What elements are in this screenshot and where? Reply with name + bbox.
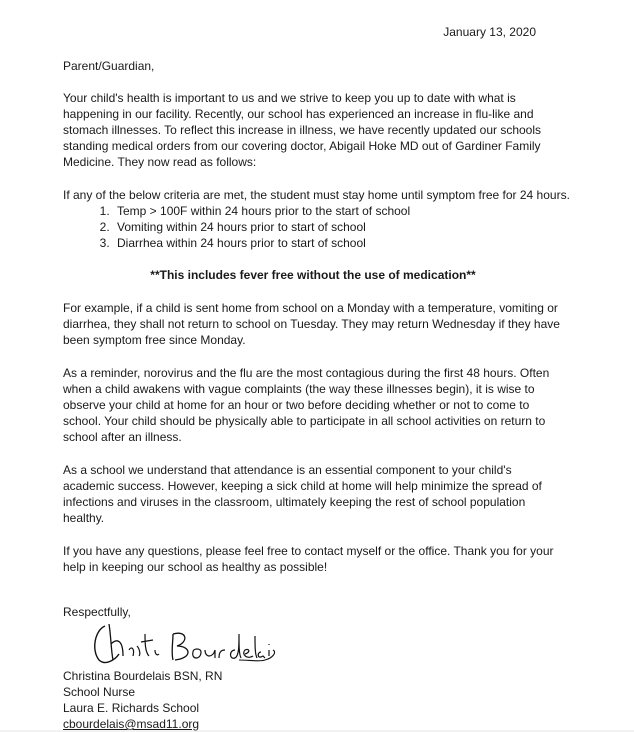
handwritten-signature (63, 620, 563, 668)
signer-email-link[interactable]: cbourdelais@msad11.org (63, 717, 200, 731)
signer-school: Laura E. Richards School (63, 701, 200, 715)
criteria-intro: If any of the below criteria are met, the student must stay home until symptom free for 24 hours. (63, 188, 570, 202)
criteria-list (73, 203, 563, 251)
closing: Respectfully, (63, 605, 131, 619)
signature-block (63, 668, 563, 732)
attendance-paragraph: As a school we understand that attendance is an essential component to your child's academic success. However, keeping a sick child at home will help minimize the spread of infections and viruses in the classroom, ultimately keeping the rest of school population healthy. (63, 463, 542, 525)
criteria-item: 2. Vomiting within 24 hours prior to start of school (113, 219, 563, 235)
signer-name: Christina Bourdelais BSN, RN (63, 669, 223, 683)
reminder-paragraph: As a reminder, norovirus and the flu are the most contagious during the first 48 hours. Often when a child awakens with vague complaints (the way these illnesses begin), it is wise to observe your child at home for an hour or two before deciding whether or not to come to school. Your child should be physically able to participate in all school activities on return to school after an illness. (63, 366, 550, 444)
signer-title: School Nurse (63, 685, 136, 699)
salutation: Parent/Guardian, (63, 59, 155, 73)
criteria-item: 3. Diarrhea within 24 hours prior to start of school (113, 235, 563, 251)
letter-body (63, 58, 570, 732)
criteria-item: 1. Temp > 100F within 24 hours prior to the start of school (113, 203, 563, 219)
signature-icon (89, 620, 279, 666)
questions-paragraph: If you have any questions, please feel free to contact myself or the office. Thank you for your help in keeping our school as healthy as possible! (63, 544, 554, 574)
intro-paragraph: Your child's health is important to us and we strive to keep you up to date with what is happening in our facility. Recently, our school has experienced an increase in flu-like and stomach illnesses. To reflect this increase in illness, we have recently updated our schools standing medical orders from our covering doctor, Abigail Hoke MD out of Gardiner Family Medicine. They now read as follows: (63, 91, 542, 169)
medication-note: **This includes fever free without the use of medication** (150, 268, 476, 282)
letter-date: January 13, 2020 (443, 25, 536, 39)
example-paragraph: For example, if a child is sent home from school on a Monday with a temperature, vomiting or diarrhea, they shall not return to school on Tuesday. They may return Wednesday if they have been symptom free since Monday. (63, 301, 560, 347)
